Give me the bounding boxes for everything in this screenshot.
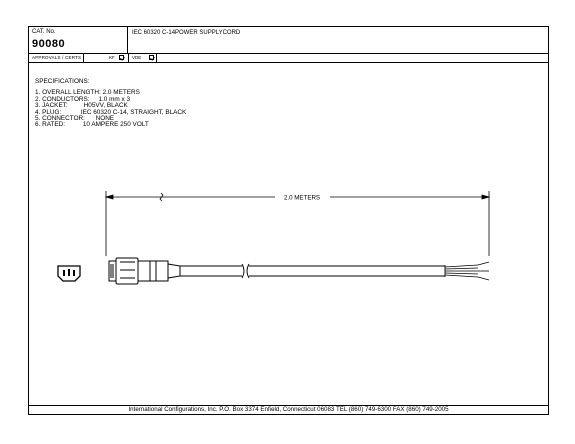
dimension-label: 2.0 METERS	[283, 194, 321, 202]
product-title: IEC 60320 C-14POWER SUPPLYCORD	[132, 30, 241, 36]
spec-line-plug: 4. PLUG: IEC 60320 C-14, STRAIGHT, BLACK	[35, 108, 187, 116]
cat-number-value: 90080	[32, 38, 66, 50]
approval-code-vde: VDE	[132, 55, 142, 60]
c14-plug-icon	[109, 258, 180, 284]
spec-line-length: 1. OVERALL LENGTH: 2.0 METERS	[35, 89, 140, 97]
spec-line-jacket: 3. JACKET: H05VV, BLACK	[35, 102, 128, 110]
specifications-heading: SPECIFICATIONS:	[35, 78, 90, 85]
c13-socket-face-icon	[58, 266, 80, 281]
spec-line-conductors: 2. CONDUCTORS: 1.0 mm x 3	[35, 95, 131, 103]
arrow-left-icon	[106, 195, 113, 199]
spec-line-connector: 5. CONNECTOR: NONE	[35, 115, 115, 123]
cord-icon	[180, 264, 445, 278]
company-footer: International Configurations, Inc. P.O. Box 3374 Enfield, Connecticut 06083 TEL (860) 749-6300 FAX (860) 749-2005	[29, 405, 548, 414]
approvals-label: APPROVALS / CERTS	[32, 55, 82, 60]
stripped-conductors-icon	[445, 262, 489, 280]
cat-number-label: CAT. No.	[32, 29, 56, 35]
approval-code-kf: KF	[109, 55, 115, 60]
arrow-right-icon	[482, 195, 489, 199]
spec-line-rated: 6. RATED: 10 AMPERE 250 VOLT	[35, 121, 149, 129]
